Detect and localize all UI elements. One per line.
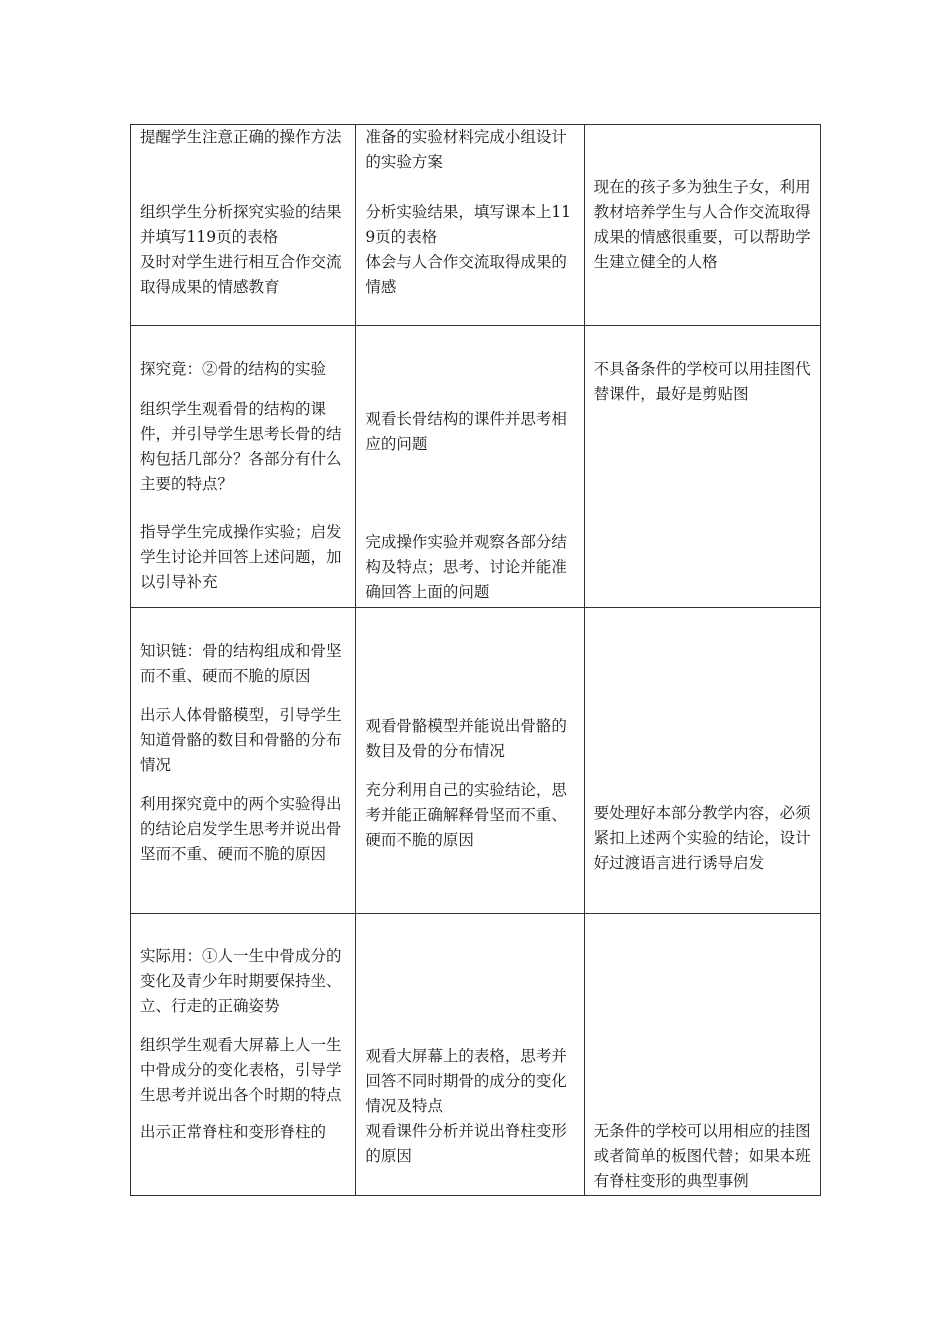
- table-row: [131, 326, 821, 608]
- student-text: 体会与人合作交流取得成果的情感: [365, 253, 567, 296]
- student-text: 分析实验结果，填写课本上119页的表格: [365, 203, 572, 246]
- student-activity-cell: [356, 608, 584, 914]
- teacher-text: 提醒学生注意正确的操作方法: [140, 128, 342, 146]
- student-text: 完成操作实验并观察各部分结构及特点；思考、讨论并能准确回答上面的问题: [365, 533, 567, 601]
- design-note-cell: [584, 608, 820, 914]
- teacher-text: 组织学生分析探究实验的结果并填写119页的表格: [140, 203, 342, 246]
- design-note-cell: [584, 326, 820, 608]
- teacher-text: 探究竟：②骨的结构的实验: [140, 360, 327, 378]
- design-note-cell: [584, 125, 820, 326]
- note-text: 不具备条件的学校可以用挂图代替课件，最好是剪贴图: [593, 360, 811, 403]
- note-text: 无条件的学校可以用相应的挂图或者简单的板图代替；如果本班有脊柱变形的典型事例: [593, 1122, 811, 1190]
- teacher-text: 组织学生观看大屏幕上人一生中骨成分的变化表格，引导学生思考并说出各个时期的特点: [140, 1036, 342, 1104]
- teacher-text: 及时对学生进行相互合作交流取得成果的情感教育: [140, 253, 342, 296]
- teacher-text: 组织学生观看骨的结构的课件，并引导学生思考长骨的结构包括几部分？各部分有什么主要的特点？: [140, 400, 342, 493]
- student-text: 观看长骨结构的课件并思考相应的问题: [365, 410, 567, 453]
- note-text: 要处理好本部分教学内容，必须紧扣上述两个实验的结论，设计: [593, 804, 811, 847]
- student-activity-cell: [356, 914, 584, 1196]
- design-note-cell: [584, 914, 820, 1196]
- teacher-activity-cell: [131, 125, 356, 326]
- student-text: 观看课件分析并说出脊柱变形的原因: [365, 1122, 567, 1165]
- student-text: 准备的实验材料完成小组设计的实验方案: [365, 128, 567, 171]
- teacher-text: 出示人体骨骼模型，引导学生知道骨骼的数目和骨骼的分布情况: [140, 706, 342, 774]
- table-row: [131, 125, 821, 326]
- teacher-activity-cell: [131, 326, 356, 608]
- student-activity-cell: [356, 125, 584, 326]
- teacher-text: 知识链：骨的结构组成和骨坚而不重、硬而不脆的原因: [140, 642, 342, 685]
- student-text: 观看骨骼模型并能说出骨骼的数目及骨的分布情况: [365, 717, 567, 760]
- student-text: 观看大屏幕上的表格，思考并回答不同时期骨的成分的变化情况及特点: [365, 1047, 567, 1115]
- teacher-activity-cell: [131, 914, 356, 1196]
- teacher-activity-cell: [131, 608, 356, 914]
- note-text: 现在的孩子多为独生子女，利用教材培养学生与人合作交流取得成果的情感很重要，可以帮助学生建立健全的人格: [593, 178, 811, 271]
- student-activity-cell: [356, 326, 584, 608]
- teacher-text: 利用探究竟中的两个实验得出的结论启发学生思考并说出骨坚而不重、硬而不脆的原因: [140, 795, 342, 863]
- student-text: 充分利用自己的实验结论，思考并能正确解释骨坚而不重、硬而不脆的原因: [365, 781, 567, 849]
- teacher-text: 出示正常脊柱和变形脊柱的: [140, 1123, 327, 1141]
- lesson-plan-table: [130, 124, 821, 1196]
- table-row: [131, 608, 821, 914]
- teacher-text: 实际用：①人一生中骨成分的变化及青少年时期要保持坐、立、行走的正确姿势: [140, 947, 342, 1015]
- table-row: [131, 914, 821, 1196]
- note-text: 好过渡语言进行诱导启发: [593, 854, 765, 872]
- teacher-text: 指导学生完成操作实验；启发学生讨论并回答上述问题，加以引导补充: [140, 523, 342, 591]
